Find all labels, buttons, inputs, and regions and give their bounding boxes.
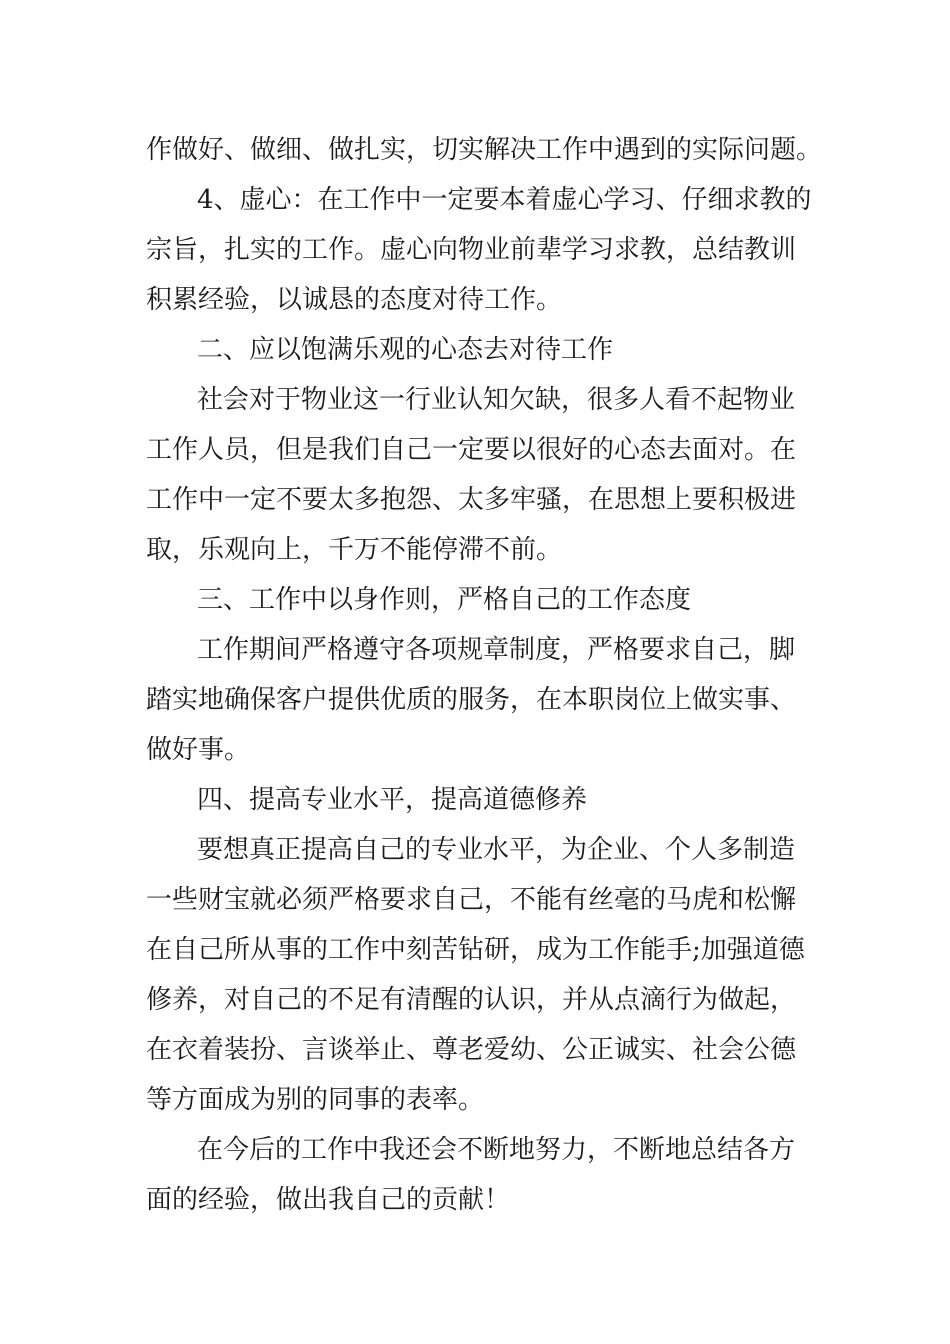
text-line: 社会对于物业这一行业认知欠缺，很多人看不起物业: [197, 385, 796, 415]
section-heading: 二、应以饱满乐观的心态去对待工作: [197, 335, 614, 365]
text-line: 工作期间严格遵守各项规章制度，严格要求自己，脚: [197, 635, 796, 665]
text-line: 宗旨，扎实的工作。虚心向物业前辈学习求教，总结教训: [146, 235, 797, 265]
text-line: 作做好、做细、做扎实，切实解决工作中遇到的实际问题。: [146, 135, 823, 165]
text-line: 在自己所从事的工作中刻苦钻研，成为工作能手;加强道德: [146, 935, 805, 965]
text-line: 面的经验，做出我自己的贡献！: [146, 1185, 511, 1215]
text-line: 在今后的工作中我还会不断地努力，不断地总结各方: [197, 1135, 796, 1165]
section-heading: 三、工作中以身作则，严格自己的工作态度: [197, 585, 692, 615]
text-line: 修养，对自己的不足有清醒的认识，并从点滴行为做起，: [146, 985, 797, 1015]
text-line: 工作人员，但是我们自己一定要以很好的心态去面对。在: [146, 435, 797, 465]
text-line: 做好事。: [146, 735, 251, 765]
text-line: 4、虚心：在工作中一定要本着虚心学习、仔细求教的: [197, 185, 812, 215]
text-line: 踏实地确保客户提供优质的服务，在本职岗位上做实事、: [146, 685, 797, 715]
text-line: 积累经验，以诚恳的态度对待工作。: [146, 285, 563, 315]
text-line: 一些财宝就必须严格要求自己，不能有丝毫的马虎和松懈: [146, 885, 797, 915]
text-line: 工作中一定不要太多抱怨、太多牢骚，在思想上要积极进: [146, 485, 797, 515]
section-heading: 四、提高专业水平，提高道德修养: [197, 785, 588, 815]
text-line: 取，乐观向上，千万不能停滞不前。: [146, 535, 563, 565]
text-line: 等方面成为别的同事的表率。: [146, 1085, 485, 1115]
text-line: 在衣着装扮、言谈举止、尊老爱幼、公正诚实、社会公德: [146, 1035, 797, 1065]
text-line: 要想真正提高自己的专业水平，为企业、个人多制造: [197, 835, 796, 865]
